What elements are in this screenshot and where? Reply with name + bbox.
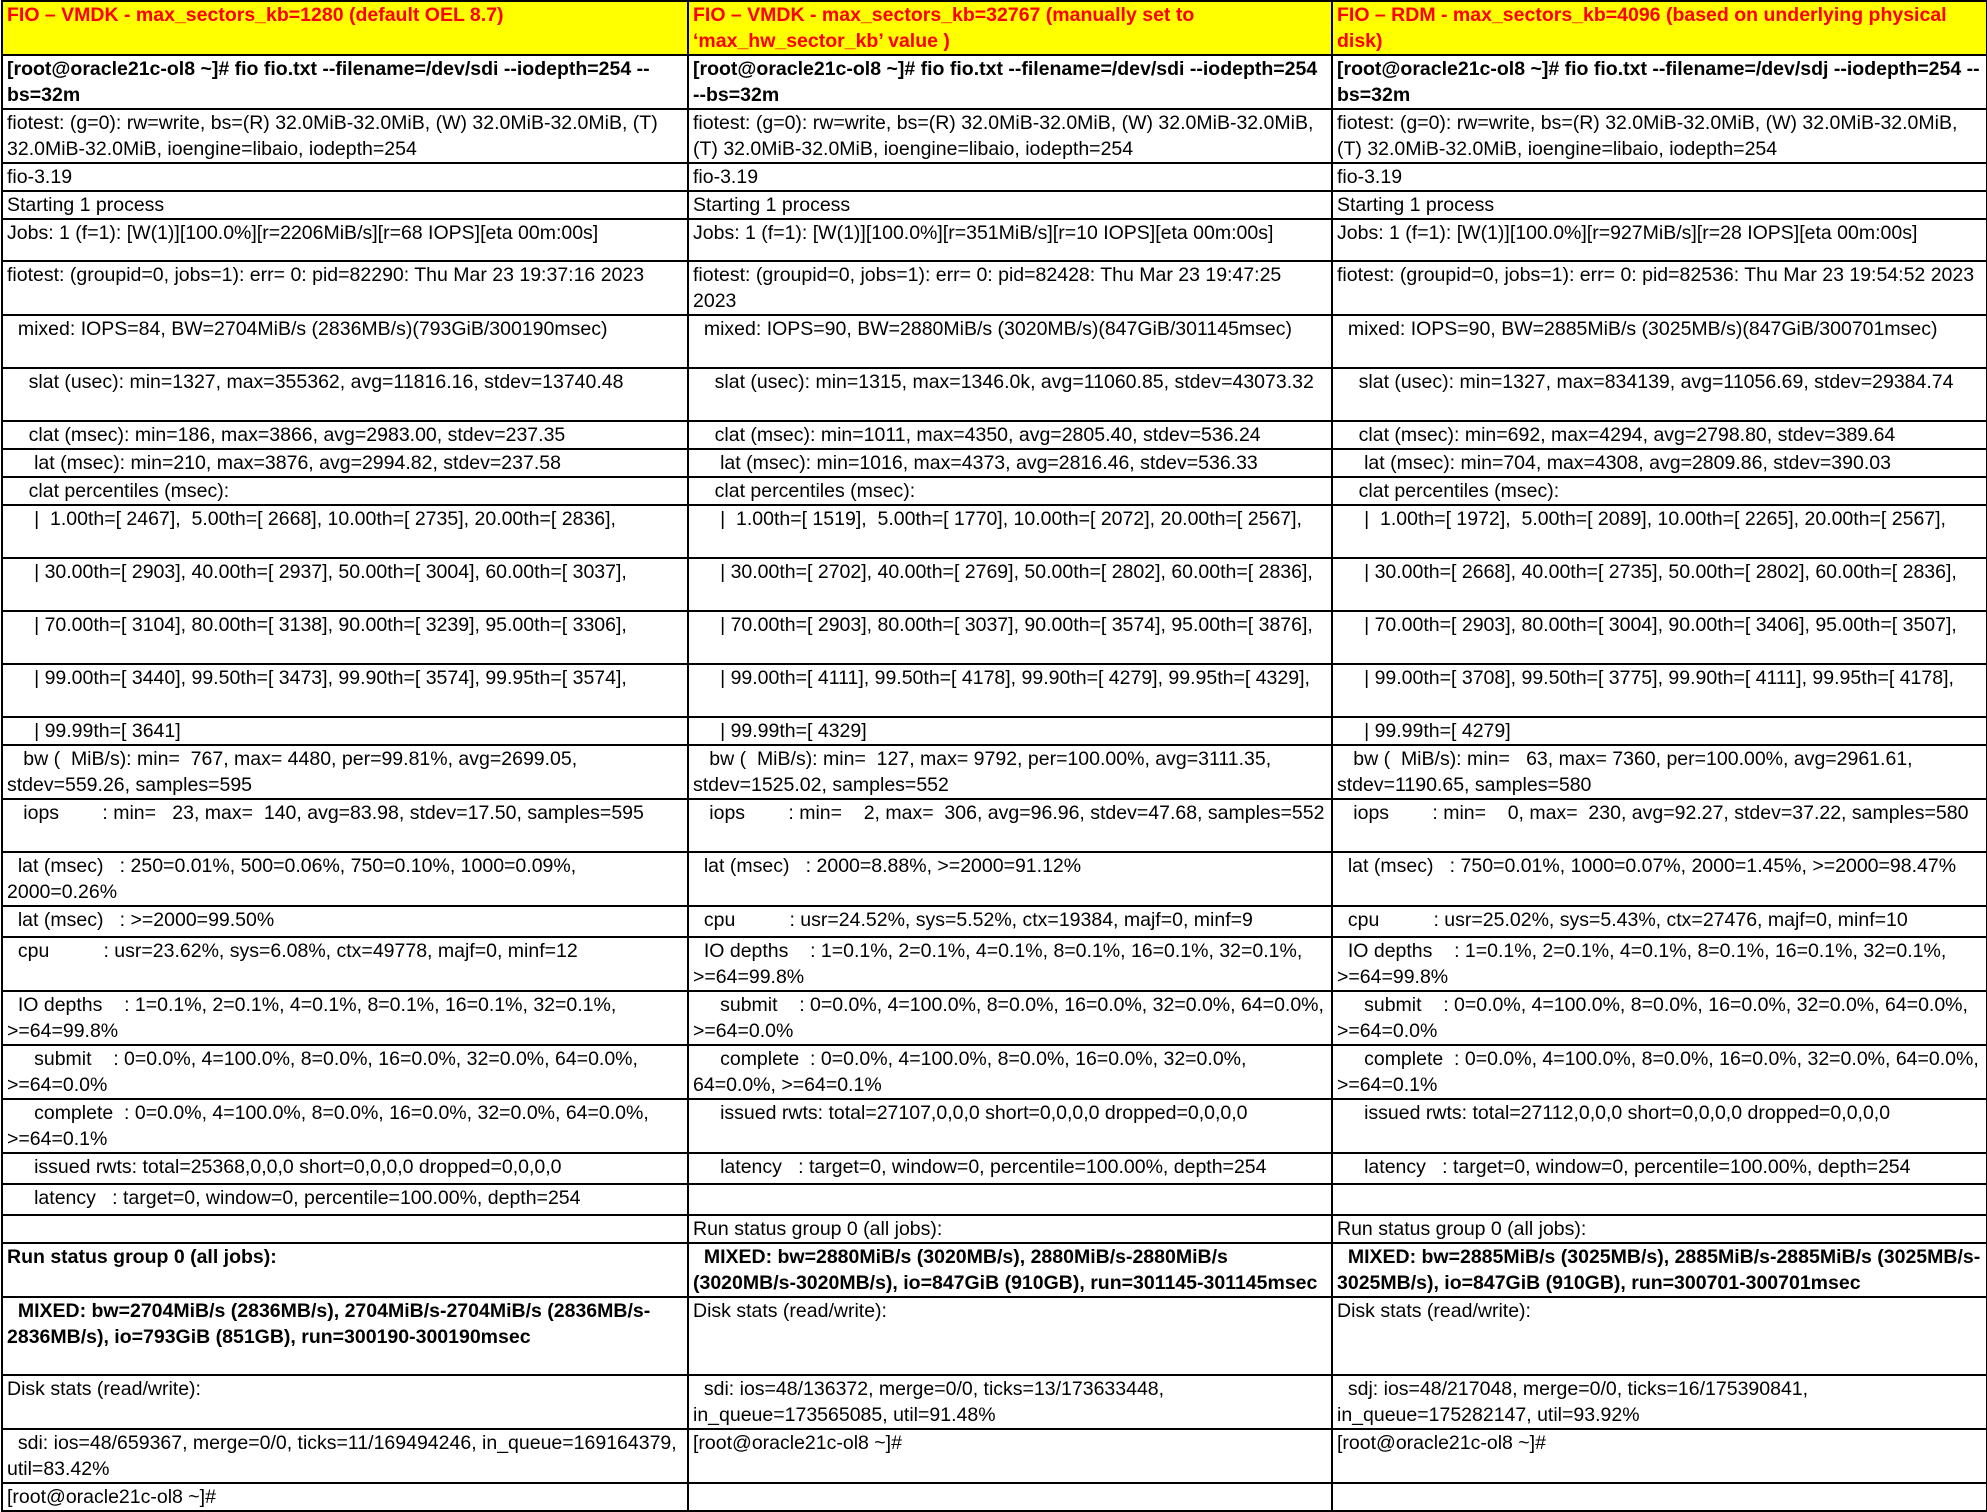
cell-col3-mixed: mixed: IOPS=90, BW=2885MiB/s (3025MB/s)(847GiB/300701msec): [1332, 315, 1987, 368]
cell-col1-run-status: Run status group 0 (all jobs):: [2, 1243, 688, 1297]
cell-col2-latr1: lat (msec) : 2000=8.88%, >=2000=91.12%: [688, 852, 1332, 906]
fio-comparison-table: [1, 0, 1987, 1512]
cell-col1-issued: issued rwts: total=25368,0,0,0 short=0,0,0,0 dropped=0,0,0,0: [2, 1153, 688, 1184]
row-pct3: [2, 611, 1987, 664]
cell-col1-pct4: | 99.00th=[ 3440], 99.50th=[ 3473], 99.90th=[ 3574], 99.95th=[ 3574],: [2, 664, 688, 717]
cell-col2-jobs: Jobs: 1 (f=1): [W(1)][100.0%][r=351MiB/s][r=10 IOPS][eta 00m:00s]: [688, 219, 1332, 261]
cell-col1-cpu: cpu : usr=23.62%, sys=6.08%, ctx=49778, majf=0, minf=12: [2, 937, 688, 991]
cell-col1-fiotest: fiotest: (g=0): rw=write, bs=(R) 32.0MiB-32.0MiB, (W) 32.0MiB-32.0MiB, (T) 32.0MiB-32.0MiB, ioengine=libaio, iodepth=254: [2, 109, 688, 163]
cell-col2-version: fio-3.19: [688, 163, 1332, 191]
cell-col3-issued: latency : target=0, window=0, percentile=100.00%, depth=254: [1332, 1153, 1987, 1184]
cell-col1-iops: iops : min= 23, max= 140, avg=83.98, stdev=17.50, samples=595: [2, 799, 688, 852]
cell-col2-latency: [688, 1184, 1332, 1215]
cell-col2-iops: iops : min= 2, max= 306, avg=96.96, stdev=47.68, samples=552: [688, 799, 1332, 852]
cell-col2-pct2: | 30.00th=[ 2702], 40.00th=[ 2769], 50.00th=[ 2802], 60.00th=[ 2836],: [688, 558, 1332, 611]
cell-col2-command: [root@oracle21c-ol8 ~]# fio fio.txt --filename=/dev/sdi --iodepth=254 --bs=32m: [688, 55, 1332, 109]
row-command: [2, 55, 1987, 109]
cell-col2-mixed: mixed: IOPS=90, BW=2880MiB/s (3020MB/s)(847GiB/301145msec): [688, 315, 1332, 368]
row-latency: [2, 1184, 1987, 1215]
cell-col2-pct1: | 1.00th=[ 1519], 5.00th=[ 1770], 10.00th=[ 2072], 20.00th=[ 2567],: [688, 505, 1332, 558]
cell-col1-submit: submit : 0=0.0%, 4=100.0%, 8=0.0%, 16=0.0%, 32=0.0%, 64=0.0%, >=64=0.0%: [2, 1045, 688, 1099]
cell-col2-clat: clat (msec): min=1011, max=4350, avg=2805.40, stdev=536.24: [688, 421, 1332, 449]
cell-col1-iodepths: IO depths : 1=0.1%, 2=0.1%, 4=0.1%, 8=0.1%, 16=0.1%, 32=0.1%, >=64=99.8%: [2, 991, 688, 1045]
cell-col1-header: FIO – VMDK - max_sectors_kb=1280 (default OEL 8.7): [2, 1, 688, 55]
cell-col1-prompt: [root@oracle21c-ol8 ~]#: [2, 1483, 688, 1511]
row-mixed-summary: [2, 1297, 1987, 1375]
row-prompt: [2, 1483, 1987, 1511]
cell-col2-prompt: [688, 1483, 1332, 1511]
cell-col3-bw: bw ( MiB/s): min= 63, max= 7360, per=100.00%, avg=2961.61, stdev=1190.65, samples=580: [1332, 745, 1987, 799]
cell-col2-mixed-summary: Disk stats (read/write):: [688, 1297, 1332, 1375]
cell-col2-fiotest: fiotest: (g=0): rw=write, bs=(R) 32.0MiB-32.0MiB, (W) 32.0MiB-32.0MiB, (T) 32.0MiB-32.0MiB, ioengine=libaio, iodepth=254: [688, 109, 1332, 163]
cell-col1-mixed: mixed: IOPS=84, BW=2704MiB/s (2836MB/s)(793GiB/300190msec): [2, 315, 688, 368]
cell-col2-run-status: MIXED: bw=2880MiB/s (3020MB/s), 2880MiB/s-2880MiB/s (3020MB/s-3020MB/s), io=847GiB (910GB), run=301145-301145msec: [688, 1243, 1332, 1297]
row-clat: [2, 421, 1987, 449]
cell-col2-header: FIO – VMDK - max_sectors_kb=32767 (manually set to ‘max_hw_sector_kb’ value ): [688, 1, 1332, 55]
cell-col3-pct4: | 99.00th=[ 3708], 99.50th=[ 3775], 99.90th=[ 4111], 99.95th=[ 4178],: [1332, 664, 1987, 717]
cell-col3-latency: [1332, 1184, 1987, 1215]
cell-col2-pct3: | 70.00th=[ 2903], 80.00th=[ 3037], 90.00th=[ 3574], 95.00th=[ 3876],: [688, 611, 1332, 664]
cell-col2-pct4: | 99.00th=[ 4111], 99.50th=[ 4178], 99.90th=[ 4279], 99.95th=[ 4329],: [688, 664, 1332, 717]
row-group: [2, 261, 1987, 315]
row-pct5: [2, 717, 1987, 745]
row-mixed: [2, 315, 1987, 368]
cell-col2-submit: complete : 0=0.0%, 4=100.0%, 8=0.0%, 16=0.0%, 32=0.0%, 64=0.0%, >=64=0.1%: [688, 1045, 1332, 1099]
row-latr2: [2, 906, 1987, 937]
cell-col2-bw: bw ( MiB/s): min= 127, max= 9792, per=100.00%, avg=3111.35, stdev=1525.02, samples=552: [688, 745, 1332, 799]
cell-col1-pct5: | 99.99th=[ 3641]: [2, 717, 688, 745]
cell-col3-pct1: | 1.00th=[ 1972], 5.00th=[ 2089], 10.00th=[ 2265], 20.00th=[ 2567],: [1332, 505, 1987, 558]
cell-col2-disk-line: [root@oracle21c-ol8 ~]#: [688, 1429, 1332, 1483]
cell-col2-group: fiotest: (groupid=0, jobs=1): err= 0: pid=82428: Thu Mar 23 19:47:25 2023: [688, 261, 1332, 315]
cell-col3-version: fio-3.19: [1332, 163, 1987, 191]
row-pct4: [2, 664, 1987, 717]
row-bw: [2, 745, 1987, 799]
cell-col3-slat: slat (usec): min=1327, max=834139, avg=11056.69, stdev=29384.74: [1332, 368, 1987, 421]
cell-col1-disk-line: sdi: ios=48/659367, merge=0/0, ticks=11/169494246, in_queue=169164379, util=83.42%: [2, 1429, 688, 1483]
cell-col1-disk-stats: Disk stats (read/write):: [2, 1375, 688, 1429]
cell-col3-complete: issued rwts: total=27112,0,0,0 short=0,0,0,0 dropped=0,0,0,0: [1332, 1099, 1987, 1153]
row-starting: [2, 191, 1987, 219]
cell-col3-pct2: | 30.00th=[ 2668], 40.00th=[ 2735], 50.00th=[ 2802], 60.00th=[ 2836],: [1332, 558, 1987, 611]
cell-col2-disk-stats: sdi: ios=48/136372, merge=0/0, ticks=13/173633448, in_queue=173565085, util=91.48%: [688, 1375, 1332, 1429]
cell-col3-iops: iops : min= 0, max= 230, avg=92.27, stdev=37.22, samples=580: [1332, 799, 1987, 852]
row-version: [2, 163, 1987, 191]
cell-col1-bw: bw ( MiB/s): min= 767, max= 4480, per=99.81%, avg=2699.05, stdev=559.26, samples=595: [2, 745, 688, 799]
cell-col3-cpu: IO depths : 1=0.1%, 2=0.1%, 4=0.1%, 8=0.1%, 16=0.1%, 32=0.1%, >=64=99.8%: [1332, 937, 1987, 991]
cell-col3-mixed-summary: Disk stats (read/write):: [1332, 1297, 1987, 1375]
cell-col1-pct1: | 1.00th=[ 2467], 5.00th=[ 2668], 10.00th=[ 2735], 20.00th=[ 2836],: [2, 505, 688, 558]
cell-col1-lat: lat (msec): min=210, max=3876, avg=2994.82, stdev=237.58: [2, 449, 688, 477]
cell-col1-complete: complete : 0=0.0%, 4=100.0%, 8=0.0%, 16=0.0%, 32=0.0%, 64=0.0%, >=64=0.1%: [2, 1099, 688, 1153]
cell-col1-latr1: lat (msec) : 250=0.01%, 500=0.06%, 750=0.10%, 1000=0.09%, 2000=0.26%: [2, 852, 688, 906]
row-iodepths: [2, 991, 1987, 1045]
row-jobs: [2, 219, 1987, 261]
row-blank: [2, 1215, 1987, 1243]
cell-col2-lat: lat (msec): min=1016, max=4373, avg=2816.46, stdev=536.33: [688, 449, 1332, 477]
cell-col2-issued: latency : target=0, window=0, percentile=100.00%, depth=254: [688, 1153, 1332, 1184]
cell-col3-group: fiotest: (groupid=0, jobs=1): err= 0: pid=82536: Thu Mar 23 19:54:52 2023: [1332, 261, 1987, 315]
row-iops: [2, 799, 1987, 852]
cell-col1-pct3: | 70.00th=[ 3104], 80.00th=[ 3138], 90.00th=[ 3239], 95.00th=[ 3306],: [2, 611, 688, 664]
row-pct2: [2, 558, 1987, 611]
row-disk-line: [2, 1429, 1987, 1483]
cell-col3-fiotest: fiotest: (g=0): rw=write, bs=(R) 32.0MiB-32.0MiB, (W) 32.0MiB-32.0MiB, (T) 32.0MiB-32.0MiB, ioengine=libaio, iodepth=254: [1332, 109, 1987, 163]
cell-col3-pct3: | 70.00th=[ 2903], 80.00th=[ 3004], 90.00th=[ 3406], 95.00th=[ 3507],: [1332, 611, 1987, 664]
cell-col2-slat: slat (usec): min=1315, max=1346.0k, avg=11060.85, stdev=43073.32: [688, 368, 1332, 421]
cell-col2-pct5: | 99.99th=[ 4329]: [688, 717, 1332, 745]
cell-col2-latr2: cpu : usr=24.52%, sys=5.52%, ctx=19384, majf=0, minf=9: [688, 906, 1332, 937]
cell-col3-disk-line: [root@oracle21c-ol8 ~]#: [1332, 1429, 1987, 1483]
row-fiotest: [2, 109, 1987, 163]
cell-col3-iodepths: submit : 0=0.0%, 4=100.0%, 8=0.0%, 16=0.0%, 32=0.0%, 64=0.0%, >=64=0.0%: [1332, 991, 1987, 1045]
row-run-status: [2, 1243, 1987, 1297]
row-issued: [2, 1153, 1987, 1184]
cell-col3-starting: Starting 1 process: [1332, 191, 1987, 219]
row-header: [2, 1, 1987, 55]
row-pct1: [2, 505, 1987, 558]
cell-col3-clat-pct: clat percentiles (msec):: [1332, 477, 1987, 505]
cell-col3-latr2: cpu : usr=25.02%, sys=5.43%, ctx=27476, majf=0, minf=10: [1332, 906, 1987, 937]
row-clat-pct: [2, 477, 1987, 505]
row-complete: [2, 1099, 1987, 1153]
cell-col2-iodepths: submit : 0=0.0%, 4=100.0%, 8=0.0%, 16=0.0%, 32=0.0%, 64=0.0%, >=64=0.0%: [688, 991, 1332, 1045]
cell-col1-version: fio-3.19: [2, 163, 688, 191]
cell-col3-prompt: [1332, 1483, 1987, 1511]
cell-col3-disk-stats: sdj: ios=48/217048, merge=0/0, ticks=16/175390841, in_queue=175282147, util=93.92%: [1332, 1375, 1987, 1429]
cell-col3-header: FIO – RDM - max_sectors_kb=4096 (based on underlying physical disk): [1332, 1, 1987, 55]
cell-col1-group: fiotest: (groupid=0, jobs=1): err= 0: pid=82290: Thu Mar 23 19:37:16 2023: [2, 261, 688, 315]
row-submit: [2, 1045, 1987, 1099]
cell-col2-blank: Run status group 0 (all jobs):: [688, 1215, 1332, 1243]
cell-col2-complete: issued rwts: total=27107,0,0,0 short=0,0,0,0 dropped=0,0,0,0: [688, 1099, 1332, 1153]
cell-col3-run-status: MIXED: bw=2885MiB/s (3025MB/s), 2885MiB/s-2885MiB/s (3025MB/s-3025MB/s), io=847GiB (910GB), run=300701-300701msec: [1332, 1243, 1987, 1297]
cell-col3-lat: lat (msec): min=704, max=4308, avg=2809.86, stdev=390.03: [1332, 449, 1987, 477]
row-latr1: [2, 852, 1987, 906]
row-disk-stats: [2, 1375, 1987, 1429]
cell-col1-starting: Starting 1 process: [2, 191, 688, 219]
cell-col2-clat-pct: clat percentiles (msec):: [688, 477, 1332, 505]
cell-col1-command: [root@oracle21c-ol8 ~]# fio fio.txt --filename=/dev/sdi --iodepth=254 --bs=32m: [2, 55, 688, 109]
cell-col1-jobs: Jobs: 1 (f=1): [W(1)][100.0%][r=2206MiB/s][r=68 IOPS][eta 00m:00s]: [2, 219, 688, 261]
cell-col1-blank: [2, 1215, 688, 1243]
cell-col2-cpu: IO depths : 1=0.1%, 2=0.1%, 4=0.1%, 8=0.1%, 16=0.1%, 32=0.1%, >=64=99.8%: [688, 937, 1332, 991]
cell-col1-clat: clat (msec): min=186, max=3866, avg=2983.00, stdev=237.35: [2, 421, 688, 449]
cell-col3-latr1: lat (msec) : 750=0.01%, 1000=0.07%, 2000=1.45%, >=2000=98.47%: [1332, 852, 1987, 906]
cell-col2-starting: Starting 1 process: [688, 191, 1332, 219]
row-lat: [2, 449, 1987, 477]
cell-col3-jobs: Jobs: 1 (f=1): [W(1)][100.0%][r=927MiB/s][r=28 IOPS][eta 00m:00s]: [1332, 219, 1987, 261]
cell-col3-pct5: | 99.99th=[ 4279]: [1332, 717, 1987, 745]
cell-col1-latency: latency : target=0, window=0, percentile=100.00%, depth=254: [2, 1184, 688, 1215]
cell-col1-latr2: lat (msec) : >=2000=99.50%: [2, 906, 688, 937]
row-cpu: [2, 937, 1987, 991]
cell-col1-clat-pct: clat percentiles (msec):: [2, 477, 688, 505]
cell-col3-submit: complete : 0=0.0%, 4=100.0%, 8=0.0%, 16=0.0%, 32=0.0%, 64=0.0%, >=64=0.1%: [1332, 1045, 1987, 1099]
row-slat: [2, 368, 1987, 421]
cell-col3-blank: Run status group 0 (all jobs):: [1332, 1215, 1987, 1243]
cell-col3-command: [root@oracle21c-ol8 ~]# fio fio.txt --filename=/dev/sdj --iodepth=254 --bs=32m: [1332, 55, 1987, 109]
cell-col1-mixed-summary: MIXED: bw=2704MiB/s (2836MB/s), 2704MiB/s-2704MiB/s (2836MB/s-2836MB/s), io=793GiB (851GB), run=300190-300190msec: [2, 1297, 688, 1375]
cell-col1-slat: slat (usec): min=1327, max=355362, avg=11816.16, stdev=13740.48: [2, 368, 688, 421]
cell-col1-pct2: | 30.00th=[ 2903], 40.00th=[ 2937], 50.00th=[ 3004], 60.00th=[ 3037],: [2, 558, 688, 611]
cell-col3-clat: clat (msec): min=692, max=4294, avg=2798.80, stdev=389.64: [1332, 421, 1987, 449]
